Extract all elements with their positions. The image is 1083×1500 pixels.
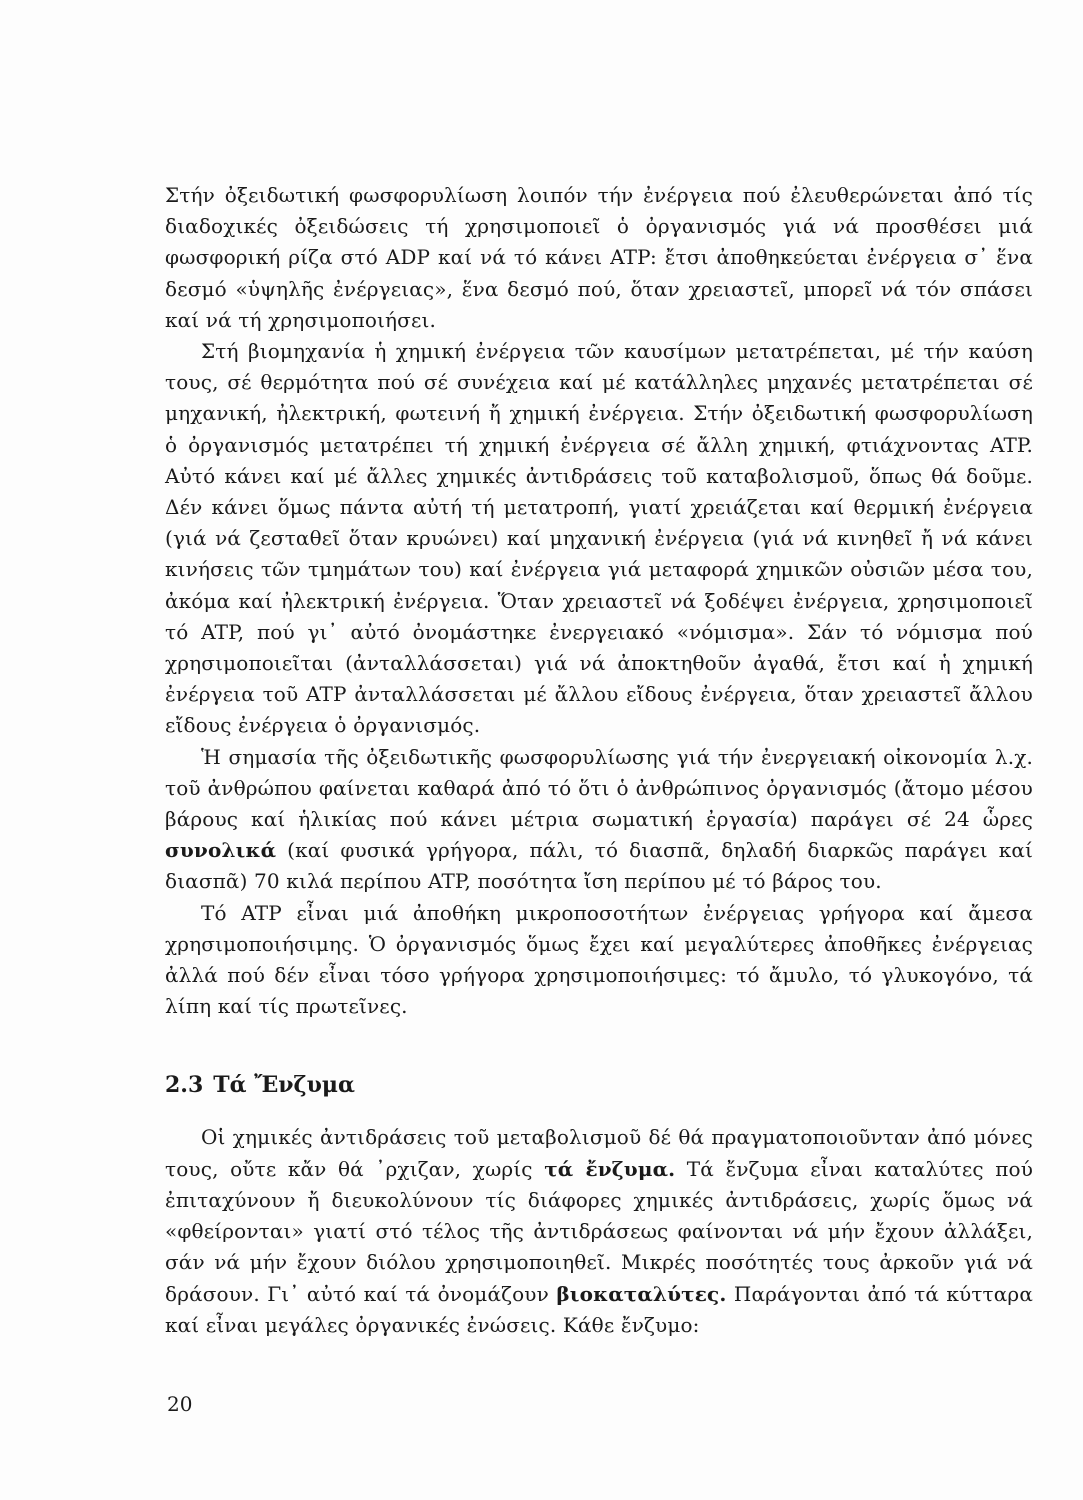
paragraph-text: (καί φυσικά γρήγορα, πάλι, τό διασπᾶ, δηλαδή διαρκῶς παράγει καί διασπᾶ) 70 κιλά περίπου ATP, ποσότητα ἴση περίπου μέ τό βάρος του. bbox=[165, 838, 1033, 894]
paragraph-atp-storage: Τό ATP εἶναι μιά ἀποθήκη μικροποσοτήτων ἐνέργειας γρήγορα καί ἄμεσα χρησιμοποιήσιμης. Ὁ ὀργανισμός ὅμως ἔχει καί μεγαλύτερες ἀποθῆκες ἐνέργειας ἀλλά πού δέν εἶναι τόσο γρήγορα χρησιμοποιήσιμες: τό ἄμυλο, τό γλυκογόνο, τά λίπη καί τίς πρωτεῖνες. bbox=[165, 900, 1033, 1019]
bold-term: τά ἔνζυμα. bbox=[544, 1156, 676, 1181]
page-body bbox=[165, 180, 1033, 1341]
page-number: 20 bbox=[167, 1392, 193, 1416]
paragraph-energy-economy bbox=[165, 742, 1033, 898]
section-heading bbox=[165, 1070, 1033, 1100]
paragraph-text: Ἡ σημασία τῆς ὀξειδωτικῆς φωσφορυλίωσης γιά τήν ἐνεργειακή οἰκονομία λ.χ. τοῦ ἀνθρώπου φαίνεται καθαρά ἀπό τό ὅτι ὁ ἀνθρώπινος ὀργανισμός (ἄτομο μέσου βάρους καί ἡλικίας πού κάνει μέτρια σωματική ἐργασία) παράγει σέ 24 ὧρες bbox=[165, 744, 1033, 832]
bold-term: συνολικά bbox=[165, 838, 277, 863]
paragraph-text: Παράγονται ἀπό τά κύτταρα καί εἶναι μεγάλες ὀργανικές ἐνώσεις. Κάθε ἔνζυμο: bbox=[165, 1281, 1033, 1337]
paragraph-oxidative-phosphorylation: Στήν ὀξειδωτική φωσφορυλίωση λοιπόν τήν ἐνέργεια πού ἐλευθερώνεται ἀπό τίς διαδοχικές ὀξειδώσεις τή χρησιμοποιεῖ ὁ ὀργανισμός γιά νά προσθέσει μιά φωσφορική ρίζα στό ADP καί νά τό κάνει ATP: ἔτσι ἀποθηκεύεται ἐνέργεια σ᾽ ἕνα δεσμό «ὑψηλῆς ἐνέργειας», ἕνα δεσμό πού, ὅταν χρειαστεῖ, μπορεῖ νά τόν σπάσει καί νά τή χρησιμοποιήσει. bbox=[165, 183, 1033, 332]
paragraph-enzymes bbox=[165, 1122, 1033, 1340]
section-title: Τά Ἔνζυμα bbox=[213, 1072, 355, 1099]
bold-term: βιοκαταλύτες. bbox=[556, 1281, 727, 1306]
paragraph-text: Τά ἔνζυμα εἶναι καταλύτες πού ἐπιταχύνουν ἤ διευκολύνουν τίς διάφορες χημικές ἀντιδράσεις, χωρίς ὅμως νά «φθείρονται» γιατί στό τέλος τῆς ἀντιδράσεως φαίνονται νά μήν ἔχουν ἀλλάξει, σάν νά μήν ἔχουν διόλου χρησιμοποιηθεῖ. Μικρές ποσότητές τους ἀρκοῦν γιά νά δράσουν. Γι᾽ αὐτό καί τά ὀνομάζουν bbox=[165, 1156, 1034, 1306]
paragraph-industry-energy: Στή βιομηχανία ἡ χημική ἐνέργεια τῶν καυσίμων μετατρέπεται, μέ τήν καύση τους, σέ θερμότητα πού σέ συνέχεια καί μέ κατάλληλες μηχανές μετατρέπεται σέ μηχανική, ἠλεκτρική, φωτεινή ἤ χημική ἐνέργεια. Στήν ὀξειδωτική φωσφορυλίωση ὁ ὀργανισμός μετατρέπει τή χημική ἐνέργεια σέ ἄλλη χημική, φτιάχνοντας ATP. Αὐτό κάνει καί μέ ἄλλες χημικές ἀντιδράσεις τοῦ καταβολισμοῦ, ὅπως θά δοῦμε. Δέν κάνει ὅμως πάντα αὐτή τή μετατροπή, γιατί χρειάζεται καί θερμική ἐνέργεια (γιά νά ζεσταθεῖ ὅταν κρυώνει) καί μηχανική ἐνέργεια (γιά νά κινηθεῖ ἤ νά κάνει κινήσεις τῶν τμημάτων του) καί ἐνέργεια γιά μεταφορά χημικῶν οὐσιῶν μέσα του, ἀκόμα καί ἠλεκτρική ἐνέργεια. Ὅταν χρειαστεῖ νά ξοδέψει ἐνέργεια, χρησιμοποιεῖ τό ATP, πού γι᾽ αὐτό ὀνομάστηκε ἐνεργειακό «νόμισμα». Σάν τό νόμισμα πού χρησιμοποιεῖται (ἀνταλλάσσεται) γιά νά ἀποκτηθοῦν ἀγαθά, ἔτσι καί ἡ χημική ἐνέργεια τοῦ ATP ἀνταλλάσσεται μέ ἄλλου εἴδους ἐνέργεια, ὅταν χρειαστεῖ ἄλλου εἴδους ἐνέργεια ὁ ὀργανισμός. bbox=[165, 339, 1033, 738]
section-number: 2.3 bbox=[165, 1072, 204, 1099]
paragraph-text: Οἱ χημικές ἀντιδράσεις τοῦ μεταβολισμοῦ δέ θά πραγματοποιοῦνταν ἀπό μόνες τους, οὔτε κἄν θά ᾽ρχιζαν, χωρίς bbox=[165, 1125, 1033, 1181]
